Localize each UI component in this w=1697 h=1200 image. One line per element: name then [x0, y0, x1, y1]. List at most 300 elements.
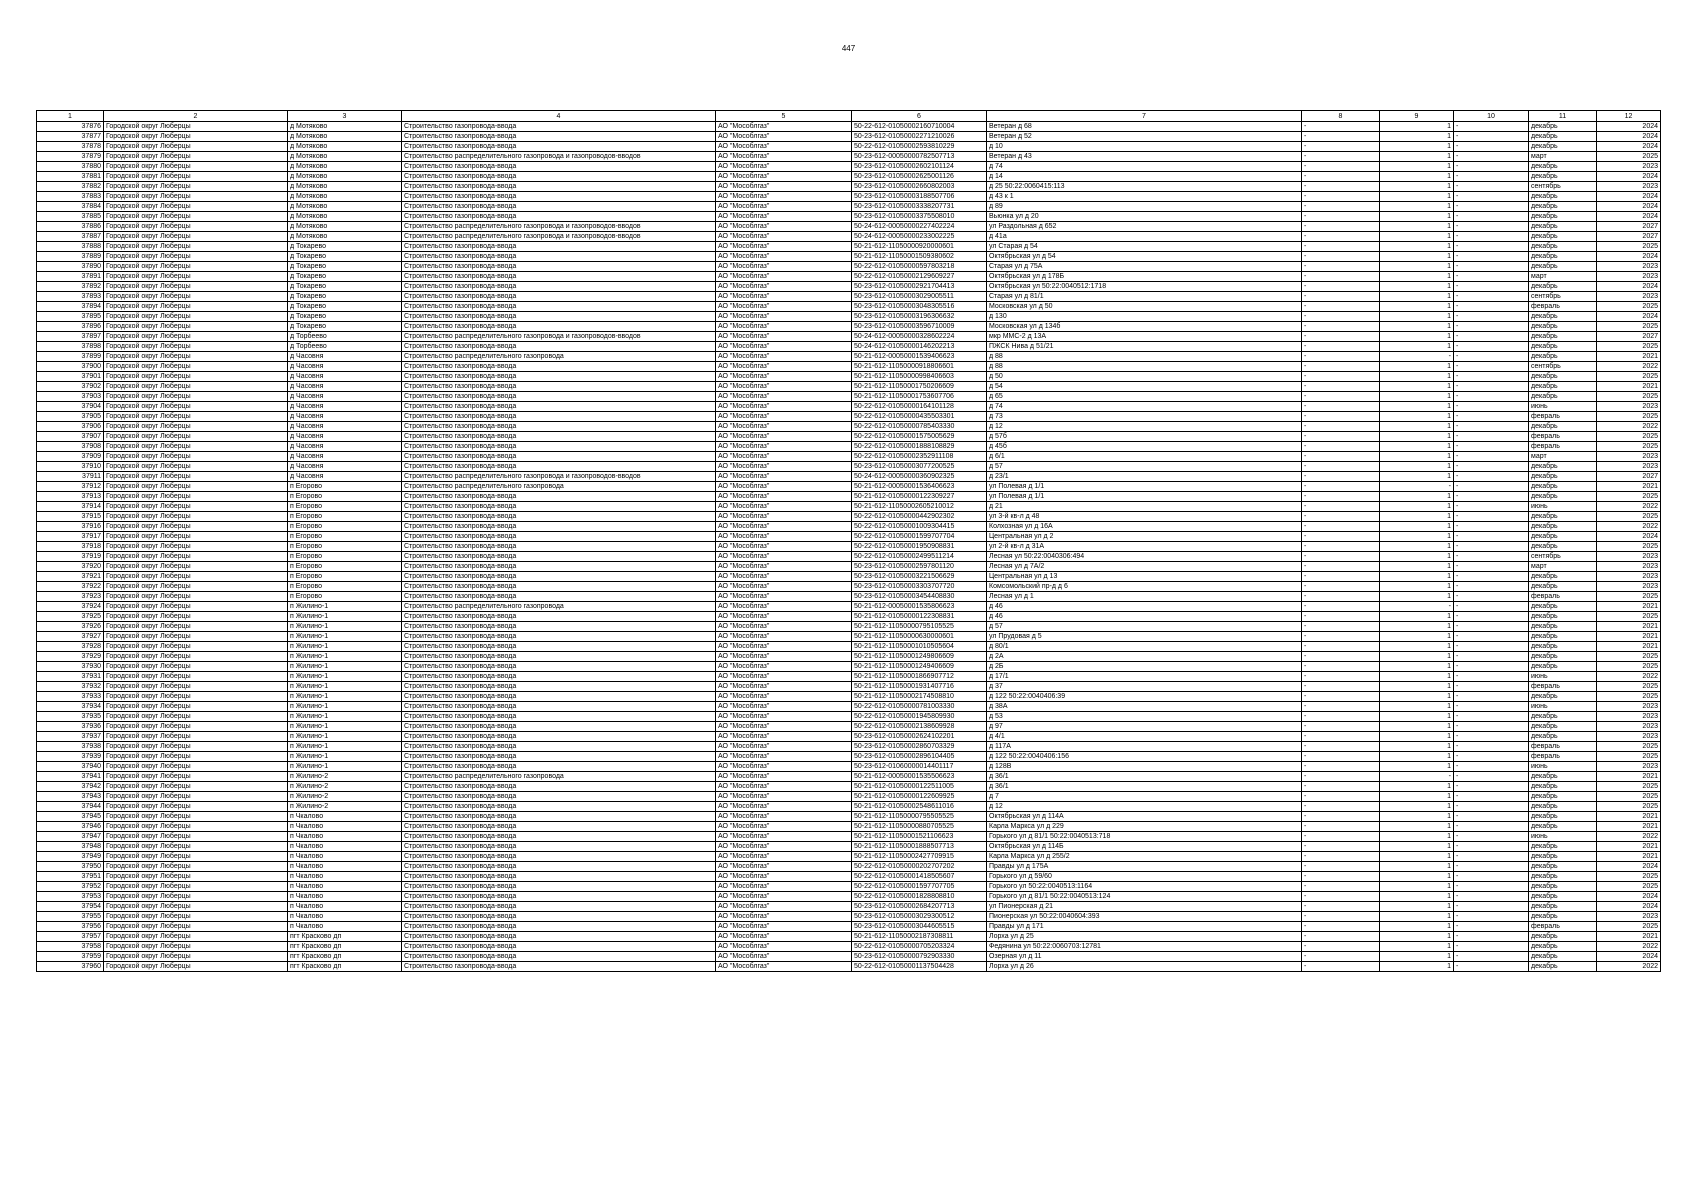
table-cell: декабрь — [1529, 712, 1597, 722]
table-cell: д Мотяково — [288, 162, 402, 172]
table-cell: декабрь — [1529, 322, 1597, 332]
table-cell: 2025 — [1597, 152, 1661, 162]
table-cell: Городской округ Люберцы — [104, 932, 288, 942]
table-cell: 50-21-612-11050001753607706 — [852, 392, 987, 402]
table-cell: июнь — [1529, 672, 1597, 682]
table-cell: 2025 — [1597, 412, 1661, 422]
table-cell: Строительство газопровода-ввода — [402, 852, 716, 862]
table-cell: АО "Мособлгаз" — [716, 422, 852, 432]
table-cell: 37919 — [37, 552, 104, 562]
table-cell: Городской округ Люберцы — [104, 232, 288, 242]
table-cell: п Жилино-1 — [288, 762, 402, 772]
table-cell: 37957 — [37, 932, 104, 942]
table-cell: Ветеран д 68 — [987, 122, 1302, 132]
table-cell: 1 — [1380, 552, 1454, 562]
table-cell: п Жилино-1 — [288, 682, 402, 692]
table-cell: 2025 — [1597, 782, 1661, 792]
table-cell: декабрь — [1529, 732, 1597, 742]
table-cell: 37920 — [37, 562, 104, 572]
table-cell: 50-23-612-01050002921704413 — [852, 282, 987, 292]
table-cell: д Токарево — [288, 252, 402, 262]
table-row — [37, 352, 1661, 362]
table-cell: 1 — [1380, 632, 1454, 642]
table-cell: 50-22-612-01050001137504428 — [852, 962, 987, 972]
table-cell: 1 — [1380, 242, 1454, 252]
table-cell: - — [1302, 852, 1380, 862]
table-cell: 1 — [1380, 282, 1454, 292]
table-cell: 1 — [1380, 922, 1454, 932]
table-cell: Городской округ Люберцы — [104, 902, 288, 912]
table-cell: Федянина ул 50:22:0060703:12781 — [987, 942, 1302, 952]
table-cell: - — [1302, 292, 1380, 302]
table-cell: Строительство газопровода-ввода — [402, 172, 716, 182]
table-row — [37, 492, 1661, 502]
table-row — [37, 412, 1661, 422]
table-cell: Городской округ Люберцы — [104, 132, 288, 142]
table-cell: 1 — [1380, 472, 1454, 482]
table-cell: 37930 — [37, 662, 104, 672]
column-header: 10 — [1454, 111, 1529, 122]
table-cell: 37921 — [37, 572, 104, 582]
table-cell: 37904 — [37, 402, 104, 412]
table-cell: п Жилино-1 — [288, 702, 402, 712]
table-cell: - — [1454, 962, 1529, 972]
table-cell: 37907 — [37, 432, 104, 442]
table-row — [37, 482, 1661, 492]
table-cell: - — [1302, 442, 1380, 452]
table-cell: Строительство газопровода-ввода — [402, 812, 716, 822]
table-cell: д 12 — [987, 802, 1302, 812]
table-cell: март — [1529, 152, 1597, 162]
table-cell: 2021 — [1597, 352, 1661, 362]
table-cell: 50-22-612-01050000164101128 — [852, 402, 987, 412]
table-cell: Строительство газопровода-ввода — [402, 322, 716, 332]
column-header: 9 — [1380, 111, 1454, 122]
table-cell: декабрь — [1529, 942, 1597, 952]
table-cell: п Чкалово — [288, 812, 402, 822]
table-cell: АО "Мособлгаз" — [716, 592, 852, 602]
table-cell: АО "Мособлгаз" — [716, 502, 852, 512]
table-cell: Городской округ Люберцы — [104, 492, 288, 502]
table-cell: АО "Мособлгаз" — [716, 322, 852, 332]
table-cell: Строительство газопровода-ввода — [402, 902, 716, 912]
table-body — [37, 111, 1661, 972]
table-cell: п Егорово — [288, 562, 402, 572]
table-cell: декабрь — [1529, 462, 1597, 472]
table-cell: Строительство газопровода-ввода — [402, 792, 716, 802]
table-cell: Городской округ Люберцы — [104, 692, 288, 702]
table-cell: АО "Мособлгаз" — [716, 192, 852, 202]
table-row — [37, 582, 1661, 592]
table-cell: июнь — [1529, 402, 1597, 412]
table-cell: 2021 — [1597, 482, 1661, 492]
table-cell: - — [1454, 732, 1529, 742]
table-cell: 1 — [1380, 442, 1454, 452]
table-cell: Городской округ Люберцы — [104, 342, 288, 352]
table-cell: 37933 — [37, 692, 104, 702]
table-cell: 37932 — [37, 682, 104, 692]
table-cell: - — [1302, 122, 1380, 132]
table-cell: 50-21-612-01050002548611016 — [852, 802, 987, 812]
table-cell: 1 — [1380, 842, 1454, 852]
table-cell: 2023 — [1597, 402, 1661, 412]
table-cell: д Мотяково — [288, 122, 402, 132]
table-cell: Городской округ Люберцы — [104, 162, 288, 172]
table-cell: 50-23-612-01050003338207731 — [852, 202, 987, 212]
table-cell: - — [1454, 802, 1529, 812]
table-cell: 1 — [1380, 862, 1454, 872]
table-cell: АО "Мособлгаз" — [716, 382, 852, 392]
table-cell: Московская ул д 50 — [987, 302, 1302, 312]
table-row — [37, 822, 1661, 832]
table-cell: д Токарево — [288, 242, 402, 252]
table-cell: - — [1454, 552, 1529, 562]
table-cell: Городской округ Люберцы — [104, 182, 288, 192]
table-cell: 2023 — [1597, 722, 1661, 732]
table-cell: - — [1380, 772, 1454, 782]
table-cell: - — [1454, 242, 1529, 252]
table-cell: - — [1302, 662, 1380, 672]
table-cell: Строительство газопровода-ввода — [402, 892, 716, 902]
table-cell: - — [1302, 932, 1380, 942]
table-cell: 2023 — [1597, 452, 1661, 462]
table-cell: сентябрь — [1529, 362, 1597, 372]
table-cell: - — [1454, 842, 1529, 852]
table-cell: - — [1454, 302, 1529, 312]
table-cell: - — [1302, 282, 1380, 292]
table-cell: 50-22-612-01050000781003330 — [852, 702, 987, 712]
table-cell: Лорха ул д 26 — [987, 962, 1302, 972]
table-cell: 37878 — [37, 142, 104, 152]
table-cell: д 2Б — [987, 662, 1302, 672]
table-cell: Городской округ Люберцы — [104, 532, 288, 542]
table-cell: декабрь — [1529, 652, 1597, 662]
table-cell: АО "Мособлгаз" — [716, 222, 852, 232]
table-cell: Строительство газопровода-ввода — [402, 542, 716, 552]
table-cell: п Егорово — [288, 572, 402, 582]
table-cell: д 117А — [987, 742, 1302, 752]
table-cell: 1 — [1380, 582, 1454, 592]
table-cell: АО "Мособлгаз" — [716, 372, 852, 382]
table-row — [37, 902, 1661, 912]
table-cell: ПЖСК Нива д 51/21 — [987, 342, 1302, 352]
table-cell: 50-21-612-11050000918806601 — [852, 362, 987, 372]
table-cell: АО "Мособлгаз" — [716, 642, 852, 652]
table-row — [37, 572, 1661, 582]
table-cell: Строительство газопровода-ввода — [402, 782, 716, 792]
table-cell: декабрь — [1529, 912, 1597, 922]
table-row — [37, 202, 1661, 212]
table-cell: - — [1454, 222, 1529, 232]
table-cell: Октябрьская ул д 178Б — [987, 272, 1302, 282]
table-row — [37, 142, 1661, 152]
table-cell: д Токарево — [288, 322, 402, 332]
table-cell: 1 — [1380, 912, 1454, 922]
table-cell: 2025 — [1597, 802, 1661, 812]
table-cell: 1 — [1380, 852, 1454, 862]
table-cell: - — [1454, 832, 1529, 842]
table-cell: Городской округ Люберцы — [104, 402, 288, 412]
table-cell: Строительство газопровода-ввода — [402, 872, 716, 882]
table-cell: 2025 — [1597, 432, 1661, 442]
table-cell: 50-23-612-00050000782507713 — [852, 152, 987, 162]
table-cell: 1 — [1380, 222, 1454, 232]
table-cell: Городской округ Люберцы — [104, 812, 288, 822]
table-cell: Городской округ Люберцы — [104, 842, 288, 852]
table-cell: п Жилино-1 — [288, 672, 402, 682]
table-cell: Городской округ Люберцы — [104, 762, 288, 772]
table-cell: 2024 — [1597, 122, 1661, 132]
table-cell: декабрь — [1529, 892, 1597, 902]
table-cell: - — [1302, 632, 1380, 642]
table-cell: 37960 — [37, 962, 104, 972]
table-cell: - — [1454, 922, 1529, 932]
table-cell: Городской округ Люберцы — [104, 732, 288, 742]
table-cell: 2025 — [1597, 302, 1661, 312]
data-table — [36, 110, 1661, 972]
table-cell: 50-21-612-11050002605210012 — [852, 502, 987, 512]
table-row — [37, 812, 1661, 822]
table-cell: 50-24-612-00050000360902325 — [852, 472, 987, 482]
table-cell: Октябрьская ул д 114А — [987, 812, 1302, 822]
table-cell: - — [1302, 232, 1380, 242]
table-row — [37, 832, 1661, 842]
table-cell: - — [1454, 762, 1529, 772]
table-cell: п Егорово — [288, 532, 402, 542]
table-cell: д Мотяково — [288, 152, 402, 162]
table-cell: 2025 — [1597, 612, 1661, 622]
table-cell: 2023 — [1597, 182, 1661, 192]
table-cell: июнь — [1529, 702, 1597, 712]
table-cell: декабрь — [1529, 422, 1597, 432]
table-cell: 2025 — [1597, 662, 1661, 672]
column-header: 1 — [37, 111, 104, 122]
table-cell: д Часовня — [288, 432, 402, 442]
table-row — [37, 182, 1661, 192]
table-cell: п Чкалово — [288, 872, 402, 882]
table-cell: Городской округ Люберцы — [104, 682, 288, 692]
table-cell: д 97 — [987, 722, 1302, 732]
table-cell: 2024 — [1597, 142, 1661, 152]
table-cell: д Часовня — [288, 462, 402, 472]
table-cell: АО "Мособлгаз" — [716, 762, 852, 772]
table-cell: п Жилино-2 — [288, 802, 402, 812]
table-cell: 2023 — [1597, 572, 1661, 582]
table-cell: - — [1454, 482, 1529, 492]
table-cell: д Часовня — [288, 402, 402, 412]
table-cell: 1 — [1380, 892, 1454, 902]
column-header: 7 — [987, 111, 1302, 122]
table-cell: 1 — [1380, 302, 1454, 312]
table-cell: 37896 — [37, 322, 104, 332]
table-cell: 37955 — [37, 912, 104, 922]
table-cell: Строительство газопровода-ввода — [402, 702, 716, 712]
table-cell: - — [1454, 652, 1529, 662]
table-cell: Городской округ Люберцы — [104, 662, 288, 672]
table-cell: 50-23-612-01050003044605515 — [852, 922, 987, 932]
table-cell: 2025 — [1597, 792, 1661, 802]
table-cell: 37894 — [37, 302, 104, 312]
table-cell: декабрь — [1529, 342, 1597, 352]
table-row — [37, 272, 1661, 282]
table-cell: 37886 — [37, 222, 104, 232]
table-cell: Городской округ Люберцы — [104, 722, 288, 732]
table-cell: - — [1302, 812, 1380, 822]
table-cell: д Мотяково — [288, 212, 402, 222]
table-cell: - — [1454, 282, 1529, 292]
table-cell: декабрь — [1529, 722, 1597, 732]
table-cell: АО "Мособлгаз" — [716, 122, 852, 132]
table-cell: д Часовня — [288, 382, 402, 392]
table-cell: АО "Мособлгаз" — [716, 802, 852, 812]
table-cell: Строительство газопровода-ввода — [402, 622, 716, 632]
column-header: 12 — [1597, 111, 1661, 122]
table-cell: Старая ул д 75А — [987, 262, 1302, 272]
table-cell: - — [1302, 722, 1380, 732]
table-cell: - — [1454, 562, 1529, 572]
table-cell: АО "Мособлгаз" — [716, 212, 852, 222]
table-cell: 37958 — [37, 942, 104, 952]
table-cell: д 46 — [987, 612, 1302, 622]
table-cell: - — [1454, 642, 1529, 652]
table-cell: АО "Мособлгаз" — [716, 702, 852, 712]
table-cell: - — [1302, 372, 1380, 382]
table-cell: ул Полевая д 1/1 — [987, 492, 1302, 502]
table-cell: 2024 — [1597, 282, 1661, 292]
table-row — [37, 932, 1661, 942]
table-cell: декабрь — [1529, 512, 1597, 522]
table-cell: 2023 — [1597, 262, 1661, 272]
table-cell: 1 — [1380, 132, 1454, 142]
column-header: 6 — [852, 111, 987, 122]
table-cell: д 122 50:22:0040406:156 — [987, 752, 1302, 762]
table-cell: 37889 — [37, 252, 104, 262]
table-cell: - — [1302, 962, 1380, 972]
table-cell: 50-22-612-01050001888108829 — [852, 442, 987, 452]
table-cell: - — [1302, 922, 1380, 932]
table-row — [37, 712, 1661, 722]
table-cell: 2024 — [1597, 892, 1661, 902]
table-cell: декабрь — [1529, 242, 1597, 252]
table-cell: 1 — [1380, 962, 1454, 972]
table-cell: Строительство газопровода-ввода — [402, 242, 716, 252]
table-cell: АО "Мособлгаз" — [716, 852, 852, 862]
table-cell: Городской округ Люберцы — [104, 592, 288, 602]
table-cell: декабрь — [1529, 192, 1597, 202]
table-row — [37, 682, 1661, 692]
table-cell: 50-23-612-01050002602101124 — [852, 162, 987, 172]
table-cell: 1 — [1380, 652, 1454, 662]
table-cell: 1 — [1380, 272, 1454, 282]
table-cell: д Часовня — [288, 362, 402, 372]
table-cell: 2022 — [1597, 362, 1661, 372]
table-row — [37, 802, 1661, 812]
table-cell: - — [1454, 942, 1529, 952]
table-cell: февраль — [1529, 592, 1597, 602]
table-cell: Строительство распределительного газопровода и газопроводов-вводов — [402, 152, 716, 162]
table-cell: декабрь — [1529, 962, 1597, 972]
table-cell: Строительство газопровода-ввода — [402, 692, 716, 702]
table-cell: Строительство газопровода-ввода — [402, 122, 716, 132]
table-cell: - — [1302, 132, 1380, 142]
table-cell: 50-23-612-01050002597801120 — [852, 562, 987, 572]
table-cell: - — [1454, 372, 1529, 382]
table-cell: 1 — [1380, 642, 1454, 652]
table-cell: 50-22-612-01050000442902302 — [852, 512, 987, 522]
table-cell: 50-21-612-11050000920000601 — [852, 242, 987, 252]
table-cell: п Жилино-1 — [288, 632, 402, 642]
table-cell: сентябрь — [1529, 182, 1597, 192]
table-cell: Городской округ Люберцы — [104, 152, 288, 162]
table-cell: п Жилино-1 — [288, 732, 402, 742]
table-row — [37, 502, 1661, 512]
table-cell: АО "Мособлгаз" — [716, 432, 852, 442]
table-cell: 37928 — [37, 642, 104, 652]
table-cell: 50-23-612-01050002896104405 — [852, 752, 987, 762]
table-cell: - — [1302, 362, 1380, 372]
table-cell: д Мотяково — [288, 232, 402, 242]
table-cell: 1 — [1380, 332, 1454, 342]
table-cell: 50-23-612-01050002684207713 — [852, 902, 987, 912]
table-cell: июнь — [1529, 832, 1597, 842]
table-cell: Городской округ Люберцы — [104, 372, 288, 382]
table-row — [37, 432, 1661, 442]
table-cell: д Мотяково — [288, 172, 402, 182]
table-cell: АО "Мособлгаз" — [716, 182, 852, 192]
table-cell: Строительство газопровода-ввода — [402, 582, 716, 592]
table-cell: Строительство газопровода-ввода — [402, 802, 716, 812]
table-cell: п Жилино-1 — [288, 652, 402, 662]
table-row — [37, 852, 1661, 862]
table-cell: Строительство газопровода-ввода — [402, 562, 716, 572]
table-cell: 1 — [1380, 542, 1454, 552]
table-cell: 50-22-612-01050002499511214 — [852, 552, 987, 562]
table-row — [37, 402, 1661, 412]
table-cell: - — [1454, 422, 1529, 432]
table-cell: 37895 — [37, 312, 104, 322]
table-cell: Строительство газопровода-ввода — [402, 932, 716, 942]
table-cell: Горького ул д 81/1 50:22:0040513:718 — [987, 832, 1302, 842]
table-cell: 2024 — [1597, 132, 1661, 142]
table-cell: д Часовня — [288, 392, 402, 402]
table-cell: Горького ул д 81/1 50:22:0040513:124 — [987, 892, 1302, 902]
table-cell: 37887 — [37, 232, 104, 242]
table-cell: 1 — [1380, 402, 1454, 412]
table-cell: 50-23-612-01050003188507706 — [852, 192, 987, 202]
table-cell: Строительство газопровода-ввода — [402, 202, 716, 212]
table-cell: 50-21-612-11050001249806609 — [852, 652, 987, 662]
table-cell: п Жилино-2 — [288, 792, 402, 802]
table-cell: - — [1302, 402, 1380, 412]
table-cell: 1 — [1380, 802, 1454, 812]
table-cell: Строительство газопровода-ввода — [402, 512, 716, 522]
table-cell: 2025 — [1597, 512, 1661, 522]
table-cell: ул Старая д 54 — [987, 242, 1302, 252]
table-cell: декабрь — [1529, 532, 1597, 542]
table-cell: Городской округ Люберцы — [104, 382, 288, 392]
table-cell: АО "Мособлгаз" — [716, 282, 852, 292]
table-row — [37, 562, 1661, 572]
header-row — [37, 111, 1661, 122]
table-cell: АО "Мособлгаз" — [716, 962, 852, 972]
table-cell: 50-23-612-01050002624102201 — [852, 732, 987, 742]
table-cell: 2023 — [1597, 162, 1661, 172]
table-cell: 2022 — [1597, 672, 1661, 682]
table-cell: д 57б — [987, 432, 1302, 442]
table-cell: Строительство газопровода-ввода — [402, 762, 716, 772]
table-row — [37, 342, 1661, 352]
table-cell: 1 — [1380, 252, 1454, 262]
